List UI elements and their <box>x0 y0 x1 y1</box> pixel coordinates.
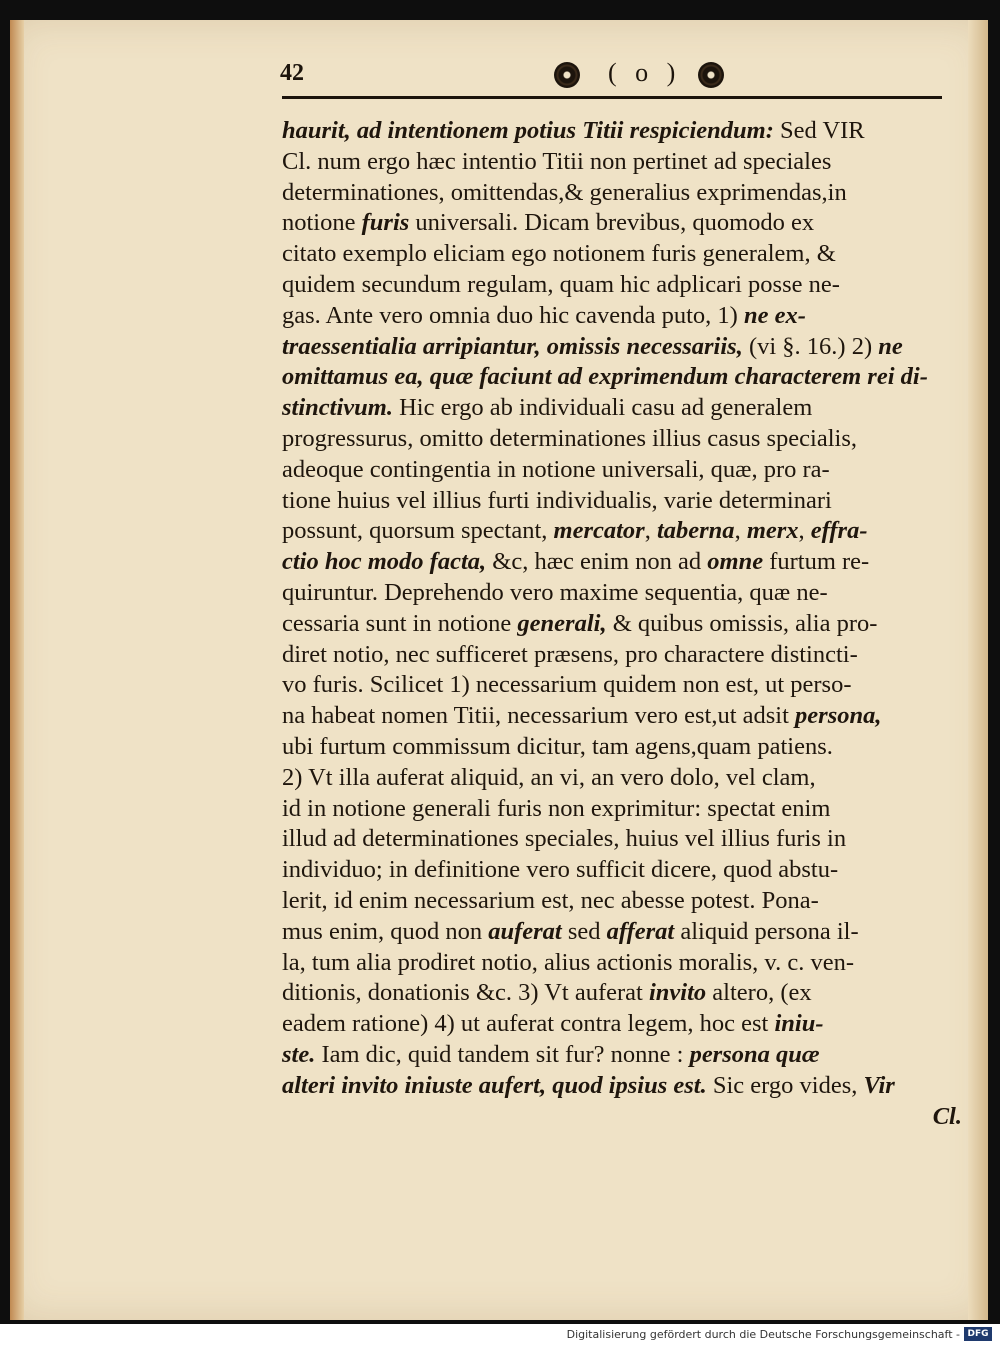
italic-segment: mercator <box>553 517 645 545</box>
body-text <box>282 116 962 1132</box>
italic-segment: persona quæ <box>689 1040 820 1068</box>
italic-segment: ste. <box>282 1040 316 1068</box>
italic-segment: generali, <box>517 609 607 637</box>
text-line <box>282 640 962 671</box>
header-rule <box>282 96 942 99</box>
text-line <box>282 794 962 825</box>
italic-segment: effra- <box>810 517 868 545</box>
footer <box>0 1324 1000 1345</box>
text-segment: na habeat nomen Titii, necessarium vero est,ut adsit <box>282 702 796 730</box>
text-line <box>282 178 962 209</box>
text-segment: quiruntur. Deprehendo vero maxime sequentia, quæ ne- <box>282 578 828 606</box>
text-segment: sed <box>561 917 607 945</box>
text-line <box>282 855 962 886</box>
text-line <box>282 455 962 486</box>
text-segment: progressurus, omitto determinationes illius casus specialis, <box>282 424 857 452</box>
text-line <box>282 208 962 239</box>
text-line <box>282 147 962 178</box>
text-line <box>282 516 962 547</box>
rosette-ornament-icon <box>698 62 724 88</box>
italic-segment: ne <box>878 332 903 360</box>
italic-segment: furis <box>361 209 410 237</box>
text-line <box>282 332 962 363</box>
italic-segment: auferat <box>488 917 562 945</box>
italic-segment: merx <box>746 517 799 545</box>
text-segment: , <box>644 517 657 545</box>
text-line <box>282 1071 962 1102</box>
text-segment: adeoque contingentia in notione universali, quæ, pro ra- <box>282 455 830 483</box>
italic-segment: alteri invito iniuste aufert, quod ipsius est. <box>282 1071 707 1099</box>
text-segment: , <box>734 517 747 545</box>
text-line <box>282 239 962 270</box>
text-line <box>282 486 962 517</box>
text-segment: Iam dic, quid tandem sit fur? nonne : <box>315 1040 690 1068</box>
signature-mark: ( o ) <box>608 58 682 87</box>
text-segment: Sed VIR <box>773 117 865 144</box>
text-line <box>282 578 962 609</box>
text-segment: diret notio, nec sufficeret præsens, pro charactere distincti- <box>282 640 858 668</box>
text-segment: determinationes, omittendas,& generalius exprimendas,in <box>282 178 847 206</box>
text-segment: mus enim, quod non <box>282 917 489 945</box>
text-segment: vo furis. Scilicet 1) necessarium quidem non est, ut perso- <box>282 671 852 699</box>
text-segment: id in notione generali furis non exprimitur: spectat enim <box>282 794 831 822</box>
text-segment: , <box>798 517 811 545</box>
text-line <box>282 732 962 763</box>
page-number: 42 <box>280 60 304 86</box>
rosette-ornament-icon <box>554 62 580 88</box>
text-segment: tione huius vel illius furti individualis, varie determinari <box>282 486 832 514</box>
italic-segment: ctio hoc modo facta, <box>282 548 487 576</box>
text-segment: quidem secundum regulam, quam hic adplicari posse ne- <box>282 270 840 298</box>
text-segment: eadem ratione) 4) ut auferat contra legem, hoc est <box>282 1010 775 1038</box>
text-segment: Cl. num ergo hæc intentio Titii non pertinet ad speciales <box>282 147 832 175</box>
text-segment: Hic ergo ab individuali casu ad generalem <box>392 394 813 422</box>
text-line <box>282 116 962 147</box>
italic-segment: ne ex- <box>743 301 806 329</box>
italic-segment: omne <box>707 548 764 576</box>
italic-segment: Vir <box>863 1071 895 1099</box>
text-segment: individuo; in definitione vero sufficit dicere, quod abstu- <box>282 856 839 884</box>
text-line <box>282 424 962 455</box>
text-line <box>282 978 962 1009</box>
text-line <box>282 1102 962 1133</box>
text-segment: citato exemplo eliciam ego notionem furis generalem, & <box>282 240 836 268</box>
italic-segment: taberna <box>656 517 735 545</box>
text-segment: ditionis, donationis &c. 3) Vt auferat <box>282 979 649 1007</box>
text-segment: la, tum alia prodiret notio, alius actionis moralis, v. c. ven- <box>282 948 854 976</box>
text-line <box>282 763 962 794</box>
text-segment: gas. Ante vero omnia duo hic cavenda puto, 1) <box>282 301 744 329</box>
text-line <box>282 393 962 424</box>
text-segment: illud ad determinationes speciales, huius vel illius furis in <box>282 825 847 853</box>
text-segment: aliquid persona il- <box>674 917 859 945</box>
text-line <box>282 362 962 393</box>
text-segment: cessaria sunt in notione <box>282 609 518 637</box>
text-segment: notione <box>282 209 362 237</box>
text-segment: &c, hæc enim non ad <box>486 548 708 576</box>
text-segment: Sic ergo vides, <box>706 1071 864 1099</box>
text-segment: ubi furtum commissum dicitur, tam agens,quam patiens. <box>282 732 833 760</box>
text-line <box>282 270 962 301</box>
italic-segment: omittamus ea, quæ faciunt ad exprimendum characterem rei di- <box>282 363 928 391</box>
text-segment: (vi §. 16.) 2) <box>742 332 879 360</box>
text-segment: universali. Dicam brevibus, quomodo ex <box>409 209 815 237</box>
text-line <box>282 917 962 948</box>
text-line <box>282 609 962 640</box>
italic-segment: stinctivum. <box>282 394 393 422</box>
text-segment: possunt, quorsum spectant, <box>282 517 554 545</box>
page-gutter-edge <box>10 20 24 1320</box>
text-line <box>282 547 962 578</box>
text-line <box>282 301 962 332</box>
italic-segment: traessentialia arripiantur, omissis necessariis, <box>282 332 743 360</box>
text-line <box>282 1009 962 1040</box>
text-line <box>282 948 962 979</box>
italic-segment: invito <box>649 979 707 1007</box>
italic-segment: haurit, ad intentionem potius Titii respiciendum: <box>282 117 774 144</box>
running-head <box>280 58 940 94</box>
text-segment: lerit, id enim necessarium est, nec abesse potest. Pona- <box>282 886 819 914</box>
italic-segment: afferat <box>606 917 675 945</box>
text-line <box>282 670 962 701</box>
text-segment: & quibus omissis, alia pro- <box>606 609 878 637</box>
text-line <box>282 701 962 732</box>
italic-segment: iniu- <box>774 1010 824 1038</box>
text-line <box>282 886 962 917</box>
italic-segment: persona, <box>795 702 882 730</box>
dfg-logo: DFG <box>964 1327 992 1341</box>
italic-segment: Cl. <box>932 1102 962 1130</box>
page-fore-edge <box>968 20 988 1320</box>
text-segment: furtum re- <box>763 548 870 576</box>
text-line <box>282 1040 962 1071</box>
digitization-credit: Digitalisierung gefördert durch die Deutsche Forschungsgemeinschaft - <box>566 1328 960 1341</box>
text-line <box>282 824 962 855</box>
text-segment: 2) Vt illa auferat aliquid, an vi, an vero dolo, vel clam, <box>282 763 816 791</box>
text-segment: altero, (ex <box>706 979 812 1007</box>
